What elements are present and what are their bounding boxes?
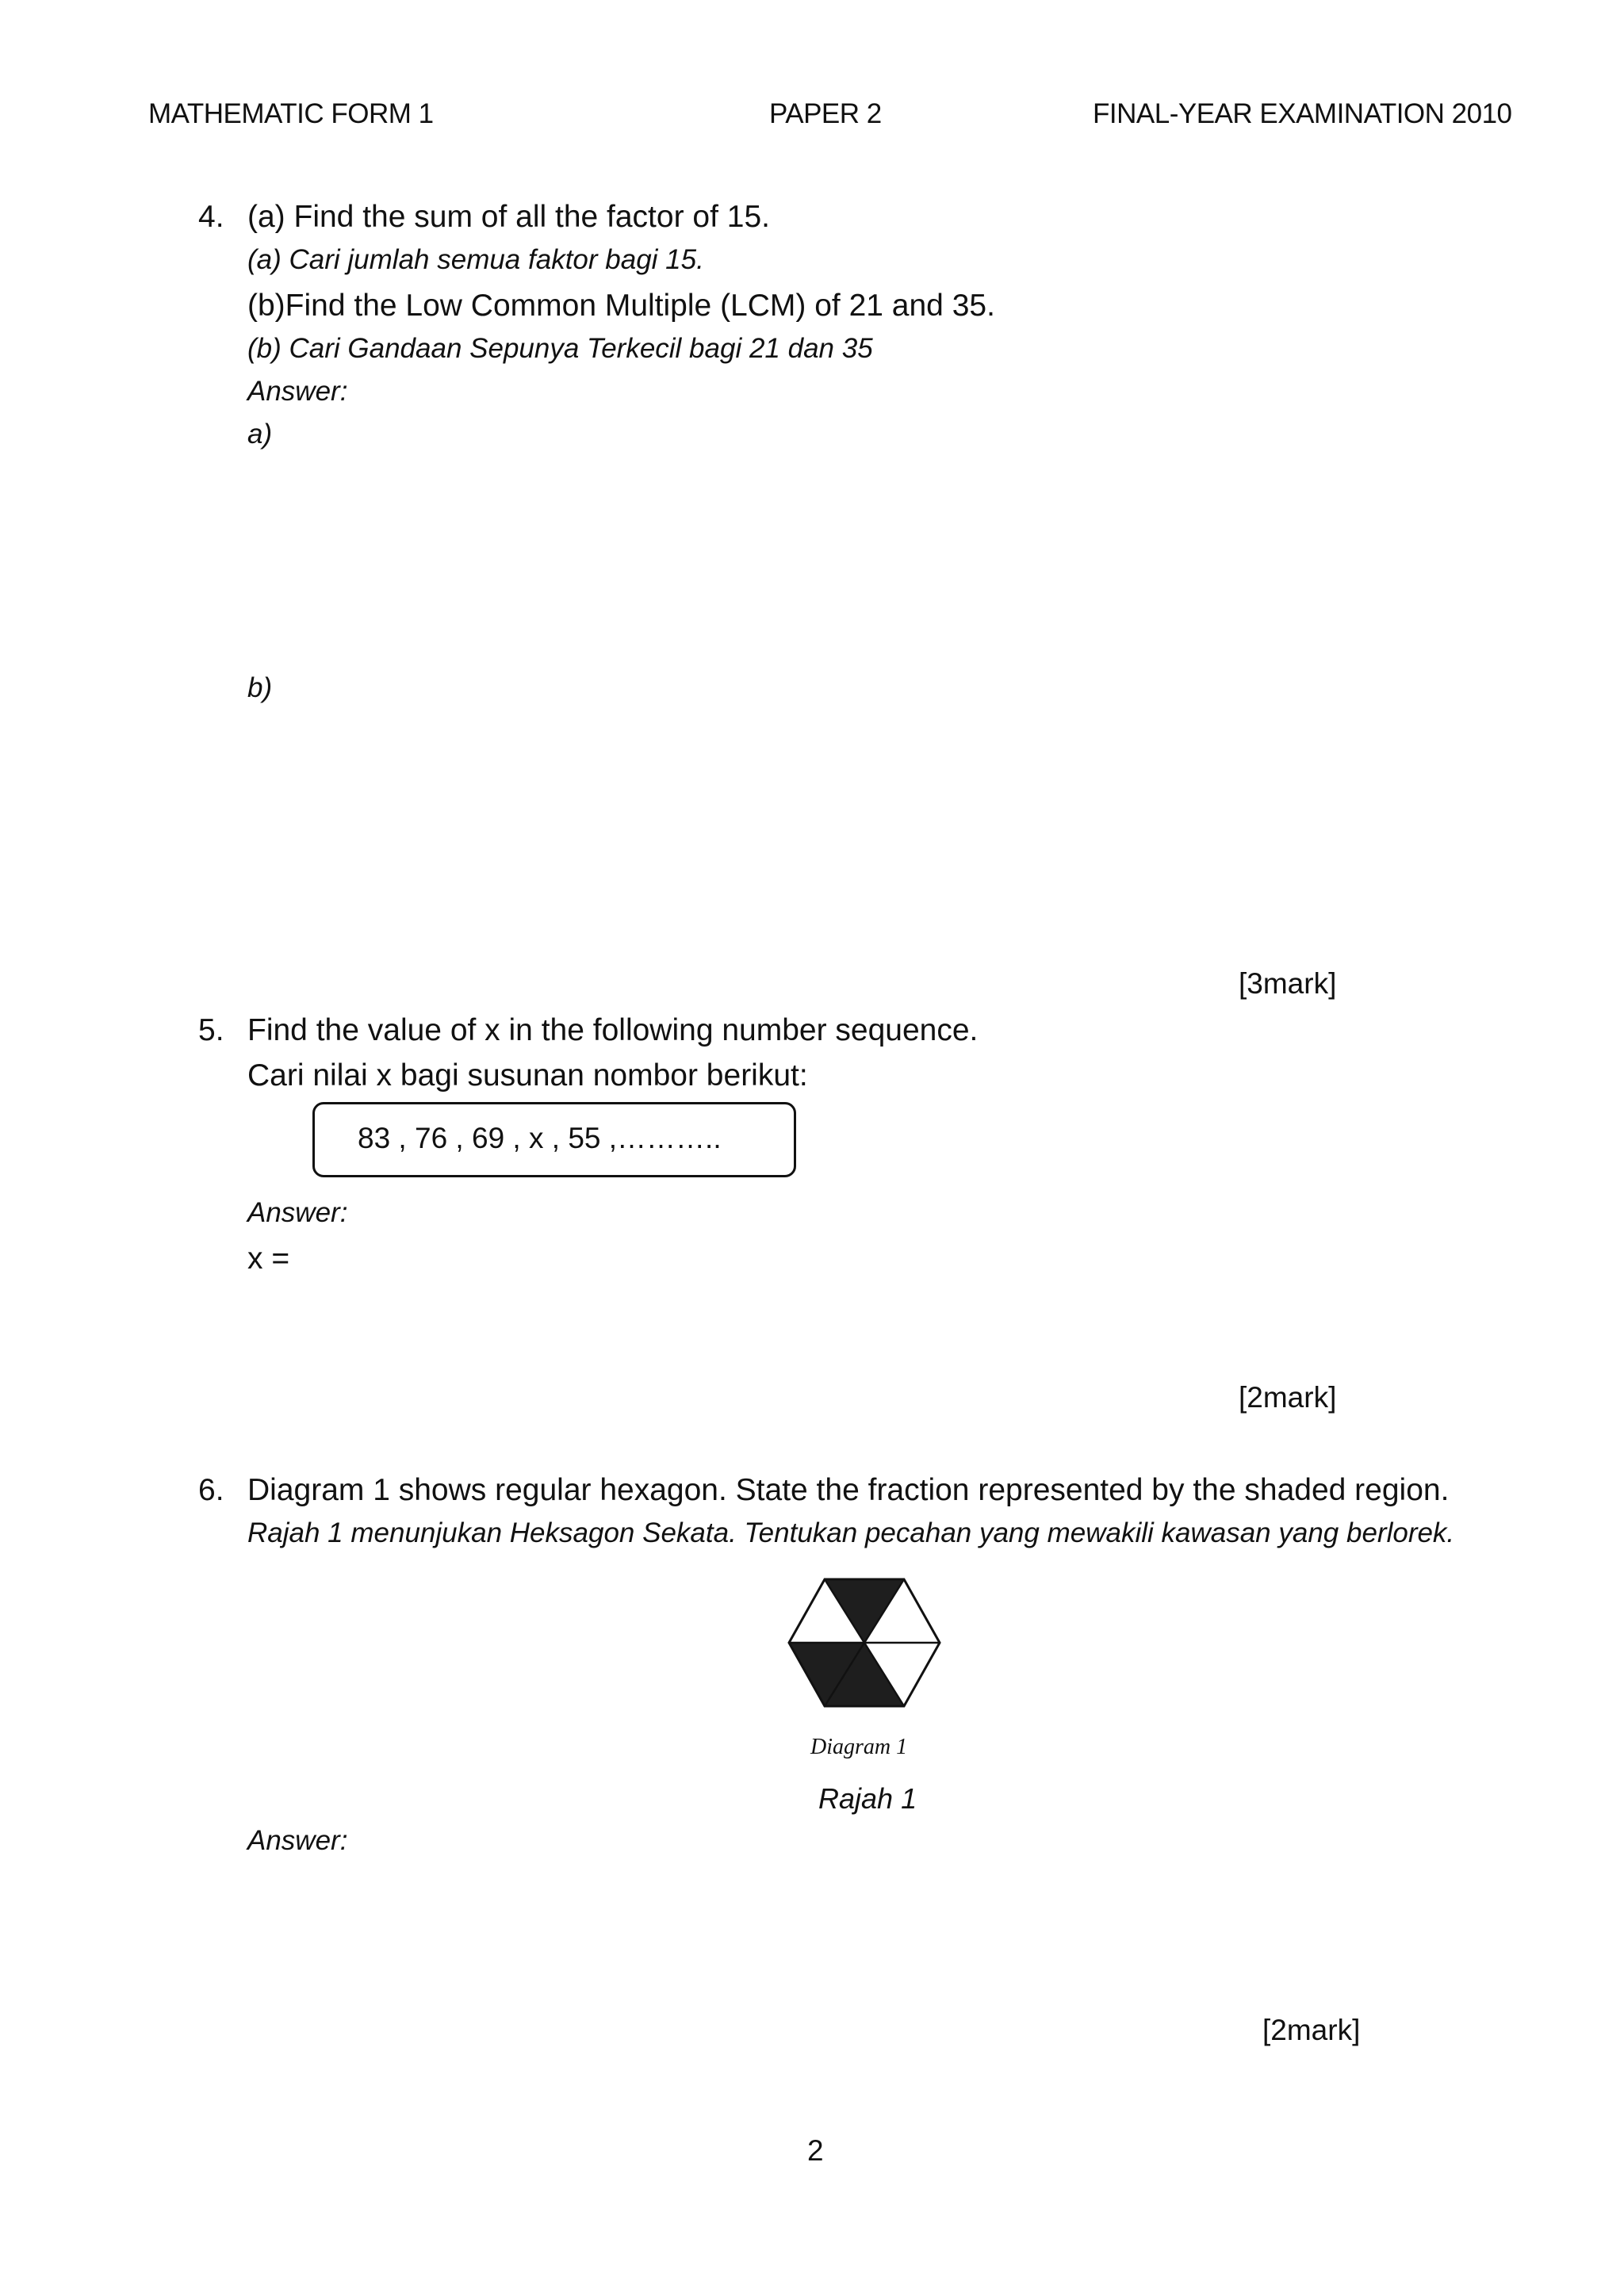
header-paper: PAPER 2: [769, 98, 882, 129]
q5-malay: Cari nilai x bagi susunan nombor berikut:: [247, 1058, 808, 1093]
q6-english: Diagram 1 shows regular hexagon. State the fraction represented by the shaded region.: [247, 1473, 1450, 1507]
q4-number: 4.: [198, 200, 224, 234]
q4-part-b-english: (b)Find the Low Common Multiple (LCM) of 21 and 35.: [247, 289, 995, 323]
page-number: 2: [807, 2134, 824, 2167]
q5-english: Find the value of x in the following number sequence.: [247, 1013, 979, 1047]
q5-number: 5.: [198, 1013, 224, 1047]
q5-answer-label: Answer:: [247, 1197, 348, 1228]
diagram-caption-malay: Rajah 1: [818, 1782, 917, 1815]
q6-mark: [2mark]: [1262, 2014, 1361, 2046]
q5-mark: [2mark]: [1239, 1381, 1337, 1414]
q4-part-b-malay: (b) Cari Gandaan Sepunya Terkecil bagi 21 dan 35: [247, 333, 873, 364]
q4-part-a-english: (a) Find the sum of all the factor of 15.: [247, 200, 770, 234]
header-subject: MATHEMATIC FORM 1: [148, 98, 434, 129]
hexagon-diagram: [781, 1563, 949, 1722]
q6-answer-label: Answer:: [247, 1825, 348, 1856]
q6-malay: Rajah 1 menunjukan Heksagon Sekata. Tentukan pecahan yang mewakili kawasan yang berlorek.: [247, 1517, 1455, 1548]
q4-mark: [3mark]: [1239, 967, 1337, 1000]
q4-part-a-malay: (a) Cari jumlah semua faktor bagi 15.: [247, 244, 704, 275]
q4-answer-part-a: a): [247, 419, 273, 450]
q6-number: 6.: [198, 1473, 224, 1507]
hexagon-svg: [781, 1563, 949, 1722]
q4-answer-label: Answer:: [247, 376, 348, 407]
sequence-box: [312, 1102, 796, 1177]
number-sequence: 83 , 76 , 69 , x , 55 ,………..: [358, 1122, 722, 1154]
q4-answer-part-b: b): [247, 672, 273, 703]
header-exam: FINAL-YEAR EXAMINATION 2010: [1093, 98, 1512, 129]
diagram-caption: Diagram 1: [810, 1735, 908, 1759]
shaded-top-triangle: [825, 1579, 904, 1643]
q5-answer-line: x =: [247, 1242, 290, 1276]
